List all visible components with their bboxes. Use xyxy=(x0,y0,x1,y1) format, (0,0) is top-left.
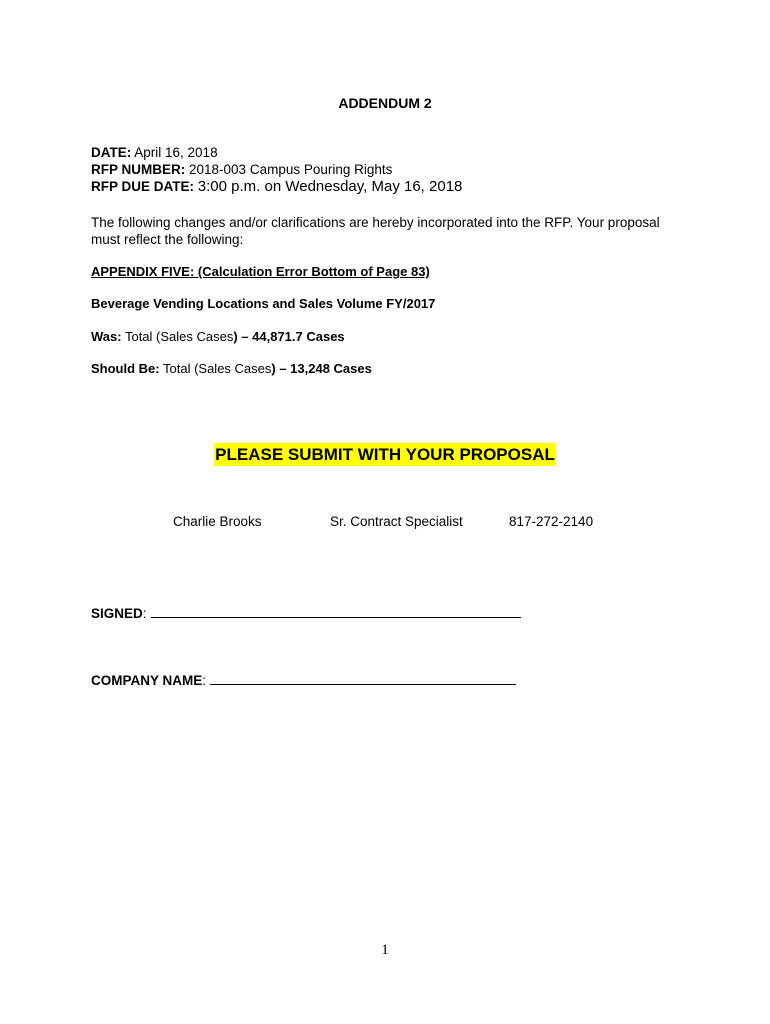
signed-line[interactable] xyxy=(151,605,521,618)
should-be-text: Total (Sales Cases xyxy=(163,361,272,376)
should-be-label: Should Be: xyxy=(91,361,160,376)
company-colon: : xyxy=(202,673,207,688)
company-name-line[interactable] xyxy=(210,672,516,685)
date-label: DATE: xyxy=(91,145,132,160)
signed-label: SIGNED xyxy=(91,606,143,621)
due-date-value: 3:00 p.m. on Wednesday, May 16, 2018 xyxy=(197,178,463,195)
should-be-line xyxy=(91,361,372,376)
contact-name: Charlie Brooks xyxy=(173,514,262,529)
was-text: Total (Sales Cases xyxy=(124,329,234,344)
submit-notice: PLEASE SUBMIT WITH YOUR PROPOSAL xyxy=(215,445,555,464)
page-number: 1 xyxy=(381,942,389,958)
rfp-number-label: RFP NUMBER: xyxy=(91,162,186,177)
meta-date xyxy=(91,145,218,161)
company-name-field xyxy=(91,672,516,688)
contact-phone: 817-272-2140 xyxy=(509,514,594,529)
was-line xyxy=(91,329,345,344)
company-label: COMPANY NAME xyxy=(91,673,203,688)
signed-colon: : xyxy=(142,606,147,621)
was-label: Was: xyxy=(91,329,122,344)
signed-field xyxy=(91,605,521,621)
rfp-number-value: 2018-003 Campus Pouring Rights xyxy=(189,162,393,177)
contact-title: Sr. Contract Specialist xyxy=(330,514,463,529)
meta-rfp-number xyxy=(91,162,392,178)
appendix-heading: APPENDIX FIVE: (Calculation Error Bottom of Page 83) xyxy=(91,264,430,279)
should-be-value: ) – 13,248 Cases xyxy=(271,361,372,376)
date-value: April 16, 2018 xyxy=(134,145,218,160)
beverage-heading: Beverage Vending Locations and Sales Volume FY/2017 xyxy=(91,296,436,311)
was-value: ) – 44,871.7 Cases xyxy=(233,329,345,344)
page-title: ADDENDUM 2 xyxy=(338,95,432,111)
meta-due-date xyxy=(91,179,462,195)
submit-notice-wrap xyxy=(0,443,770,466)
due-date-label: RFP DUE DATE: xyxy=(91,179,195,194)
intro-paragraph: The following changes and/or clarifications are hereby incorporated into the RFP. Your proposal must reflect the following: xyxy=(91,215,660,247)
